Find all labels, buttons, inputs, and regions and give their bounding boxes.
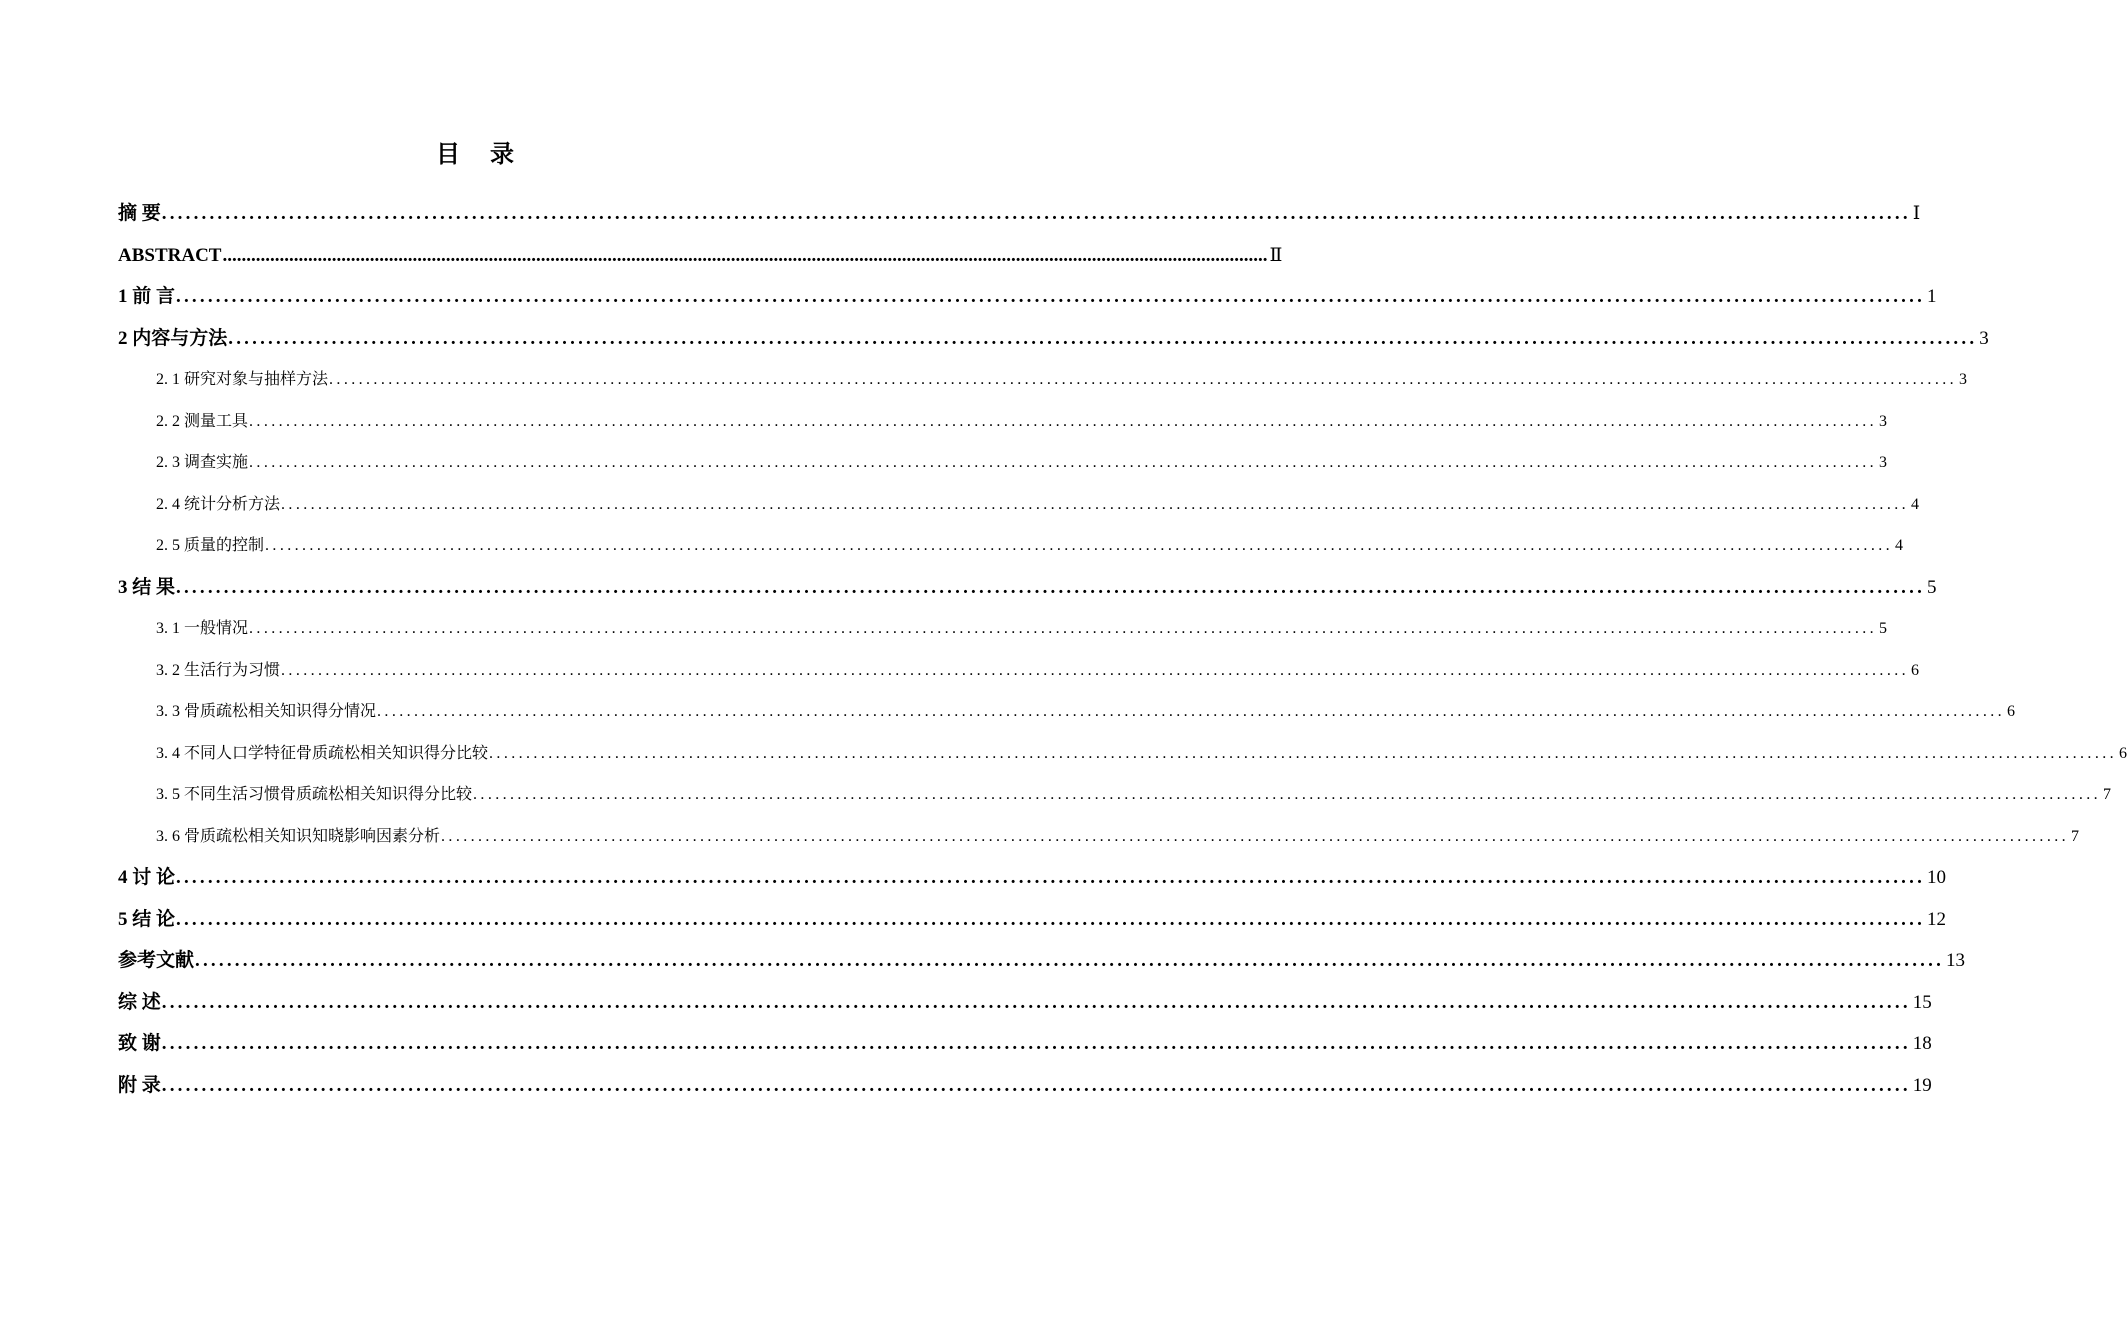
toc-dot-leader: ............................................................................................................................................................................................................................: [176, 576, 1926, 598]
toc-page-number: 6: [1911, 661, 1920, 679]
toc-dot-leader: ............................................................................................................................................................................................................................: [176, 286, 1926, 307]
toc-dot-leader: ............................................................................................................................................................................................................................: [329, 371, 1958, 388]
toc-entry-label: 4 讨 论: [118, 867, 176, 888]
toc-entry: [118, 940, 1966, 982]
toc-entry-label: 1 前 言: [118, 286, 176, 307]
toc-dot-leader: ............................................................................................................................................................................................................................: [489, 744, 2118, 762]
toc-entry: [118, 899, 1947, 941]
toc-entry: [118, 857, 1947, 899]
toc-entry-label: 2 内容与方法: [118, 327, 228, 349]
toc-entry-label: 3 结 果: [118, 576, 176, 598]
toc-entry-label: 2. 2 测量工具: [156, 412, 249, 430]
toc-page-number: 6: [2007, 703, 2016, 720]
toc-page-number: 12: [1927, 908, 1947, 930]
toc-page-number: 6: [2119, 744, 2127, 762]
toc-dot-leader: ............................................................................................................................................................................................................................: [161, 1033, 1911, 1054]
toc-page-number: 1: [1927, 286, 1937, 307]
toc-entry-label: 参考文献: [118, 950, 195, 971]
toc-page-number: 7: [2071, 827, 2080, 845]
toc-page-number: 13: [1946, 950, 1966, 971]
toc-dot-leader: ............................................................................................................................................................................................................................: [473, 786, 2102, 803]
toc-entry: [118, 1065, 1932, 1107]
toc-list: [118, 193, 2127, 1106]
toc-entry-label: 3. 3 骨质疏松相关知识得分情况: [156, 703, 377, 720]
toc-entry-label: 3. 4 不同人口学特征骨质疏松相关知识得分比较: [156, 744, 489, 762]
toc-page-number: Ⅱ: [1269, 244, 1283, 266]
toc-entry-sub: [118, 650, 1920, 692]
toc-entry-sub: [118, 401, 1888, 443]
toc-dot-leader: ............................................................................................................................................................................................................................: [228, 327, 1978, 349]
toc-dot-leader: ............................................................................................................................................................................................................................: [441, 827, 2070, 845]
toc-page-number: 3: [1959, 371, 1968, 388]
toc-entry: [118, 235, 1283, 277]
toc-dot-leader: ............................................................................................................................................................................................................................: [176, 867, 1926, 888]
toc-entry-label: 致 谢: [118, 1033, 161, 1054]
toc-entry-label: 2. 5 质量的控制: [156, 537, 265, 554]
toc-dot-leader: ............................................................................................................................................................................................................................: [249, 620, 1878, 637]
toc-dot-leader: ............................................................................................................................................................................................................................: [377, 703, 2006, 720]
toc-entry-sub: [118, 733, 2127, 775]
toc-entry-label: 3. 6 骨质疏松相关知识知晓影响因素分析: [156, 827, 441, 845]
toc-page-number: 18: [1912, 1033, 1932, 1054]
toc-dot-leader: ............................................................................................................................................................................................................................: [161, 991, 1911, 1013]
toc-page-number: 5: [1927, 576, 1937, 598]
toc-entry-sub: [118, 608, 1888, 650]
toc-dot-leader: ............................................................................................................................................................................................................................: [176, 908, 1926, 930]
toc-dot-leader: ............................................................................................................................................................................................................................: [281, 661, 1910, 679]
toc-entry: [118, 276, 1937, 318]
toc-entry-sub: [118, 816, 2080, 858]
toc-page-number: 3: [1879, 412, 1888, 430]
toc-entry-label: 2. 3 调查实施: [156, 454, 249, 471]
toc-title: 目 录: [436, 142, 526, 168]
toc-entry-sub: [118, 442, 1888, 484]
toc-entry-label: ABSTRACT: [118, 244, 222, 266]
toc-entry-label: 附 录: [118, 1074, 161, 1096]
toc-entry-label: 3. 5 不同生活习惯骨质疏松相关知识得分比较: [156, 786, 473, 803]
toc-page-number: 4: [1911, 495, 1920, 513]
toc-entry: [118, 193, 1921, 235]
toc-entry-sub: [118, 484, 1920, 526]
toc-dot-leader: ............................................................................................................................................................................................................................: [161, 203, 1911, 224]
toc-page-number: 19: [1912, 1074, 1932, 1096]
toc-dot-leader: ............................................................................................................................................................................................................................: [281, 495, 1910, 513]
toc-page-number: 7: [2103, 786, 2112, 803]
toc-entry-label: 2. 4 统计分析方法: [156, 495, 281, 513]
toc-entry: [118, 567, 1937, 609]
toc-page-number: 15: [1912, 991, 1932, 1013]
toc-entry: [118, 982, 1932, 1024]
toc-entry-sub: [118, 525, 1904, 567]
toc-page-number: 4: [1895, 537, 1904, 554]
toc-page-number: 3: [1879, 454, 1888, 471]
toc-entry-label: 综 述: [118, 991, 161, 1013]
toc-entry-label: 5 结 论: [118, 908, 176, 930]
toc-dot-leader: ............................................................................................................................................................................................................................: [161, 1074, 1911, 1096]
toc-entry-sub: [118, 774, 2112, 816]
toc-entry: [118, 318, 1989, 360]
toc-entry-sub: [118, 691, 2016, 733]
toc-page-number: 5: [1879, 620, 1888, 637]
toc-dot-leader: ............................................................................................................................................................................................................................: [249, 412, 1878, 430]
toc-dot-leader: ............................................................................................................................................................................................................................: [265, 537, 1894, 554]
toc-dot-leader: ............................................................................................................................................................................................................................: [249, 454, 1878, 471]
toc-entry-sub: [118, 359, 1968, 401]
toc-page-number: 3: [1979, 327, 1989, 349]
toc-dot-leader: ............................................................................................................................................................................................................................: [222, 244, 1268, 266]
toc-entry-label: 3. 1 一般情况: [156, 620, 249, 637]
toc-page-number: 10: [1927, 867, 1947, 888]
toc-page-number: Ⅰ: [1912, 203, 1921, 224]
toc-entry: [118, 1023, 1932, 1065]
toc-entry-label: 摘 要: [118, 203, 161, 224]
toc-entry-label: 3. 2 生活行为习惯: [156, 661, 281, 679]
toc-entry-label: 2. 1 研究对象与抽样方法: [156, 371, 329, 388]
toc-dot-leader: ............................................................................................................................................................................................................................: [195, 950, 1945, 971]
